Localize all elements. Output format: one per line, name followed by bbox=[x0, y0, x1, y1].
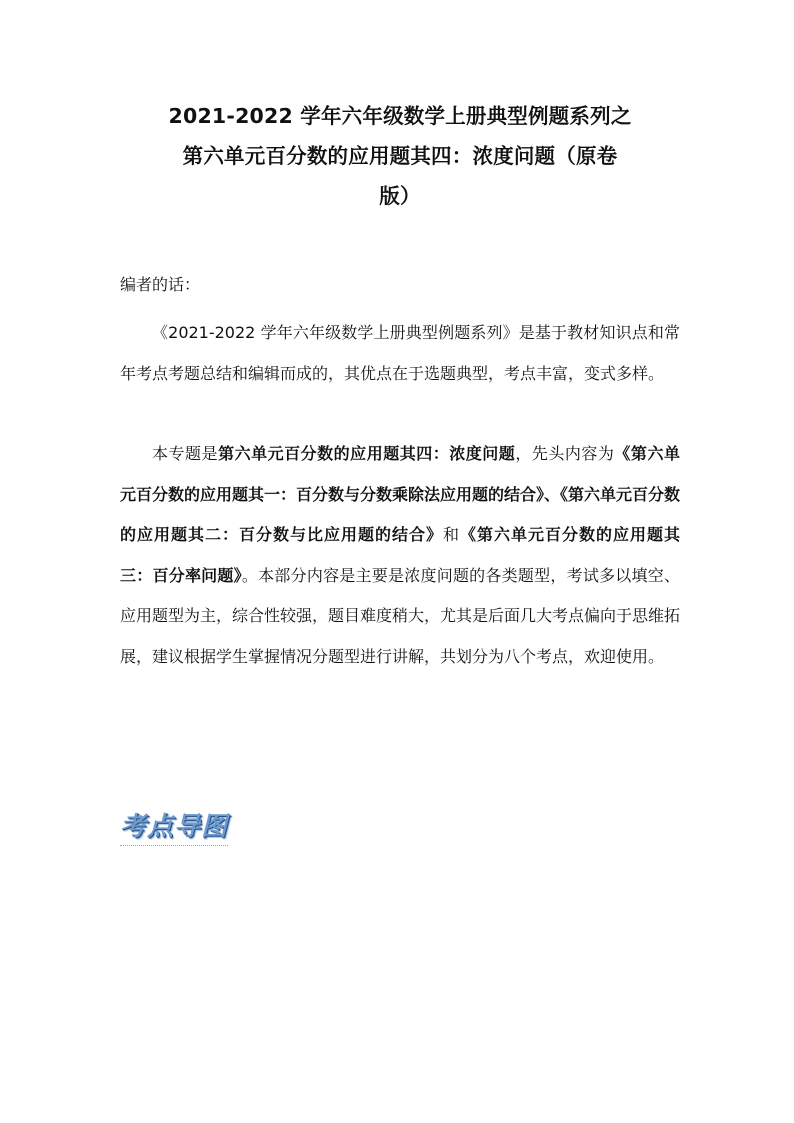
title-line-3: 版） bbox=[379, 184, 421, 208]
topic-previous-units: 《第六单元百分数的应用题其一：百分数与分数乘除法应用题的结合》、《第六单元百分数的应用题其二：百分数与比应用题的结合》 bbox=[120, 444, 681, 544]
editor-note-label: 编者的话： bbox=[120, 275, 201, 294]
topic-paragraph bbox=[120, 434, 680, 677]
topic-text-1: 本专题是 bbox=[152, 444, 219, 463]
topic-text-4: 。本部分内容是主要是浓度问题的各类题型，考试多以填空、应用题型为主，综合性较强，题目难度稍大，尤其是后面几大考点偏向于思维拓展，建议根据学生掌握情况分题型进行讲解，共划分为八个考点，欢迎使用。 bbox=[120, 565, 681, 666]
title-line-2: 第六单元百分数的应用题其四：浓度问题（原卷 bbox=[182, 144, 618, 168]
mindmap-heading: 考点导图 bbox=[120, 806, 228, 846]
document-title bbox=[120, 96, 680, 216]
topic-unit-three: 《第六单元百分数的应用题其三：百分率问题》 bbox=[120, 525, 680, 585]
intro-paragraph: 《2021-2022 学年六年级数学上册典型例题系列》是基于教材知识点和常年考点考题总结和编辑而成的，其优点在于选题典型，考点丰富，变式多样。 bbox=[120, 323, 680, 383]
topic-text-2: ，先头内容为 bbox=[515, 444, 615, 463]
topic-text-3: 和 bbox=[442, 525, 460, 544]
topic-current-unit: 第六单元百分数的应用题其四：浓度问题 bbox=[218, 444, 516, 463]
title-line-1: 2021-2022 学年六年级数学上册典型例题系列之 bbox=[168, 104, 632, 128]
